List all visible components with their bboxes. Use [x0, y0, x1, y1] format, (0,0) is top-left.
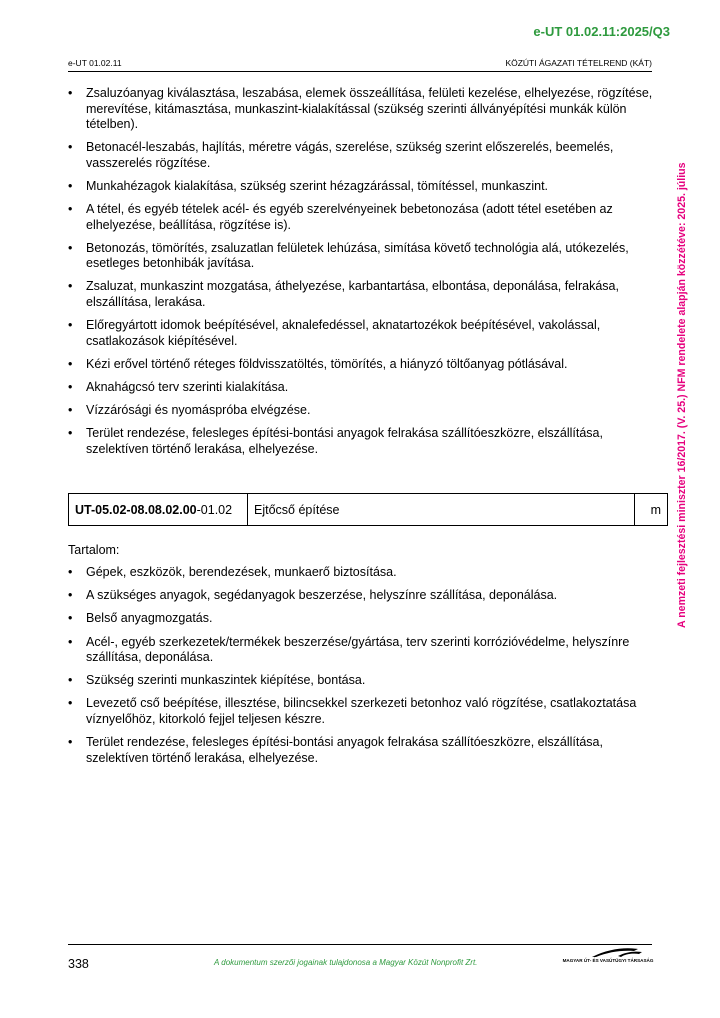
- running-header: [68, 58, 652, 72]
- list-item-text: A tétel, és egyéb tételek acél- és egyéb szerelvényeinek bebetonozása (adott tétel esetében az elhelyezése, beállítása, rögzítése is).: [86, 202, 613, 232]
- list-item-text: Munkahézagok kialakítása, szükség szerint hézagzárással, tömítéssel, munkaszint.: [86, 178, 549, 193]
- list-item: [68, 426, 660, 457]
- society-logo: [560, 946, 656, 970]
- list-item: [68, 565, 660, 581]
- list-item-text: Szükség szerinti munkaszintek kiépítése, bontása.: [86, 673, 366, 688]
- logo-text: MAGYAR ÚT- ÉS VASÚTÜGYI TÁRSASÁG: [562, 958, 654, 963]
- bullet-icon: •: [68, 673, 73, 688]
- bullet-icon: •: [68, 403, 73, 418]
- bullet-icon: •: [68, 140, 73, 155]
- work-items-list: [68, 86, 660, 465]
- list-item: [68, 588, 660, 604]
- list-item: [68, 403, 660, 419]
- list-item-text: Belső anyagmozgatás.: [86, 611, 213, 626]
- list-item-text: Zsaluzat, munkaszint mozgatása, áthelyezése, karbantartása, elbontása, deponálása, felrakása, elszállítása, lerakása.: [86, 279, 619, 309]
- item-code-cell: [69, 494, 248, 526]
- list-item: [68, 380, 660, 396]
- bullet-icon: •: [68, 426, 73, 441]
- bullet-icon: •: [68, 178, 73, 193]
- list-item: [68, 179, 660, 195]
- bullet-icon: •: [68, 735, 73, 750]
- list-item-text: Zsaluzóanyag kiválasztása, leszabása, elemek összeállítása, felületi kezelése, elhelyezése, rögzítése, merevítése, kitámasztása, munkaszint-kialakítással (szükség szerinti állványépítési munkák külön tételben).: [86, 86, 653, 131]
- list-item: [68, 673, 660, 689]
- item-name-cell: Ejtőcső építése: [248, 494, 635, 526]
- header-left-text: e-UT 01.02.11: [68, 58, 122, 68]
- list-item-text: Gépek, eszközök, berendezések, munkaerő biztosítása.: [86, 565, 397, 579]
- bullet-icon: •: [68, 634, 73, 649]
- list-item-text: Előregyártott idomok beépítésével, aknalefedéssel, aknatartozékok beépítésével, vakolással, csatlakozások kiépítésével.: [86, 318, 601, 348]
- list-item-text: Terület rendezése, felesleges építési-bontási anyagok felrakása szállítóeszközre, elszállítása, szelektíven történő lerakása, elhelyezése.: [86, 426, 603, 456]
- list-item: [68, 735, 660, 766]
- bullet-icon: •: [68, 279, 73, 294]
- contents-list: [68, 565, 660, 774]
- list-item: [68, 318, 660, 349]
- item-code: UT-05.02-08.08.02.00: [75, 502, 197, 517]
- list-item-text: Acél-, egyéb szerkezetek/termékek beszerzése/gyártása, terv szerinti korrózióvédelme, helyszínre szállítása, deponálása.: [86, 634, 630, 665]
- bullet-icon: •: [68, 696, 73, 711]
- list-item: [68, 635, 660, 666]
- document-code: e-UT 01.02.11:2025/Q3: [533, 24, 670, 39]
- list-item: [68, 140, 660, 171]
- list-item: [68, 611, 660, 627]
- item-header-table: [68, 493, 668, 526]
- bullet-icon: •: [68, 611, 73, 626]
- bullet-icon: •: [68, 318, 73, 333]
- list-item-text: Levezető cső beépítése, illesztése, bilincsekkel szerkezeti betonhoz való rögzítése, csatlakoztatása víznyelőhöz, kitorkoló fejjel teljesen készre.: [86, 696, 637, 726]
- item-unit-cell: m: [635, 494, 668, 526]
- list-item: [68, 357, 660, 373]
- list-item: [68, 241, 660, 272]
- list-item-text: Betonozás, tömörítés, zsaluzatlan felületek lehúzása, simítása követő technológia alá, utókezelés, esetleges betonhibák javítása.: [86, 240, 629, 271]
- bullet-icon: •: [68, 240, 73, 255]
- bullet-icon: •: [68, 380, 73, 394]
- list-item-text: Vízzárósági és nyomáspróba elvégzése.: [86, 403, 311, 418]
- list-item: [68, 696, 660, 727]
- side-publication-note: A nemzeti fejlesztési miniszter 16/2017. (V. 25.) NFM rendelete alapján közzétéve: 2025. július: [676, 162, 688, 628]
- list-item-text: Kézi erővel történő réteges földvisszatöltés, tömörítés, a hiányzó töltőanyag pótlásával.: [86, 356, 568, 371]
- copyright-notice: A dokumentum szerzői jogainak tulajdonosa a Magyar Közút Nonprofit Zrt.: [214, 958, 478, 967]
- header-right-text: KÖZÚTI ÁGAZATI TÉTELREND (KÁT): [505, 58, 652, 68]
- page-number: 338: [68, 957, 89, 971]
- list-item-text: A szükséges anyagok, segédanyagok beszerzése, helyszínre szállítása, deponálása.: [86, 588, 558, 603]
- bullet-icon: •: [68, 565, 73, 579]
- list-item: [68, 279, 660, 310]
- bullet-icon: •: [68, 86, 73, 100]
- list-item: [68, 202, 660, 233]
- contents-label: Tartalom:: [68, 543, 120, 557]
- list-item-text: Terület rendezése, felesleges építési-bontási anyagok felrakása szállítóeszközre, elszállítása, szelektíven történő lerakása, elhelyezése.: [86, 735, 603, 765]
- item-code-suffix: -01.02: [196, 502, 233, 517]
- bullet-icon: •: [68, 356, 73, 371]
- bullet-icon: •: [68, 588, 73, 603]
- list-item-text: Aknahágcsó terv szerinti kialakítása.: [86, 380, 289, 394]
- table-row: [69, 494, 668, 526]
- list-item-text: Betonacél-leszabás, hajlítás, méretre vágás, szerelése, szükség szerint előszerelés, beemelés, vasszerelés rögzítése.: [86, 140, 614, 170]
- list-item: [68, 86, 660, 133]
- footer-divider: [68, 944, 652, 945]
- bullet-icon: •: [68, 202, 73, 217]
